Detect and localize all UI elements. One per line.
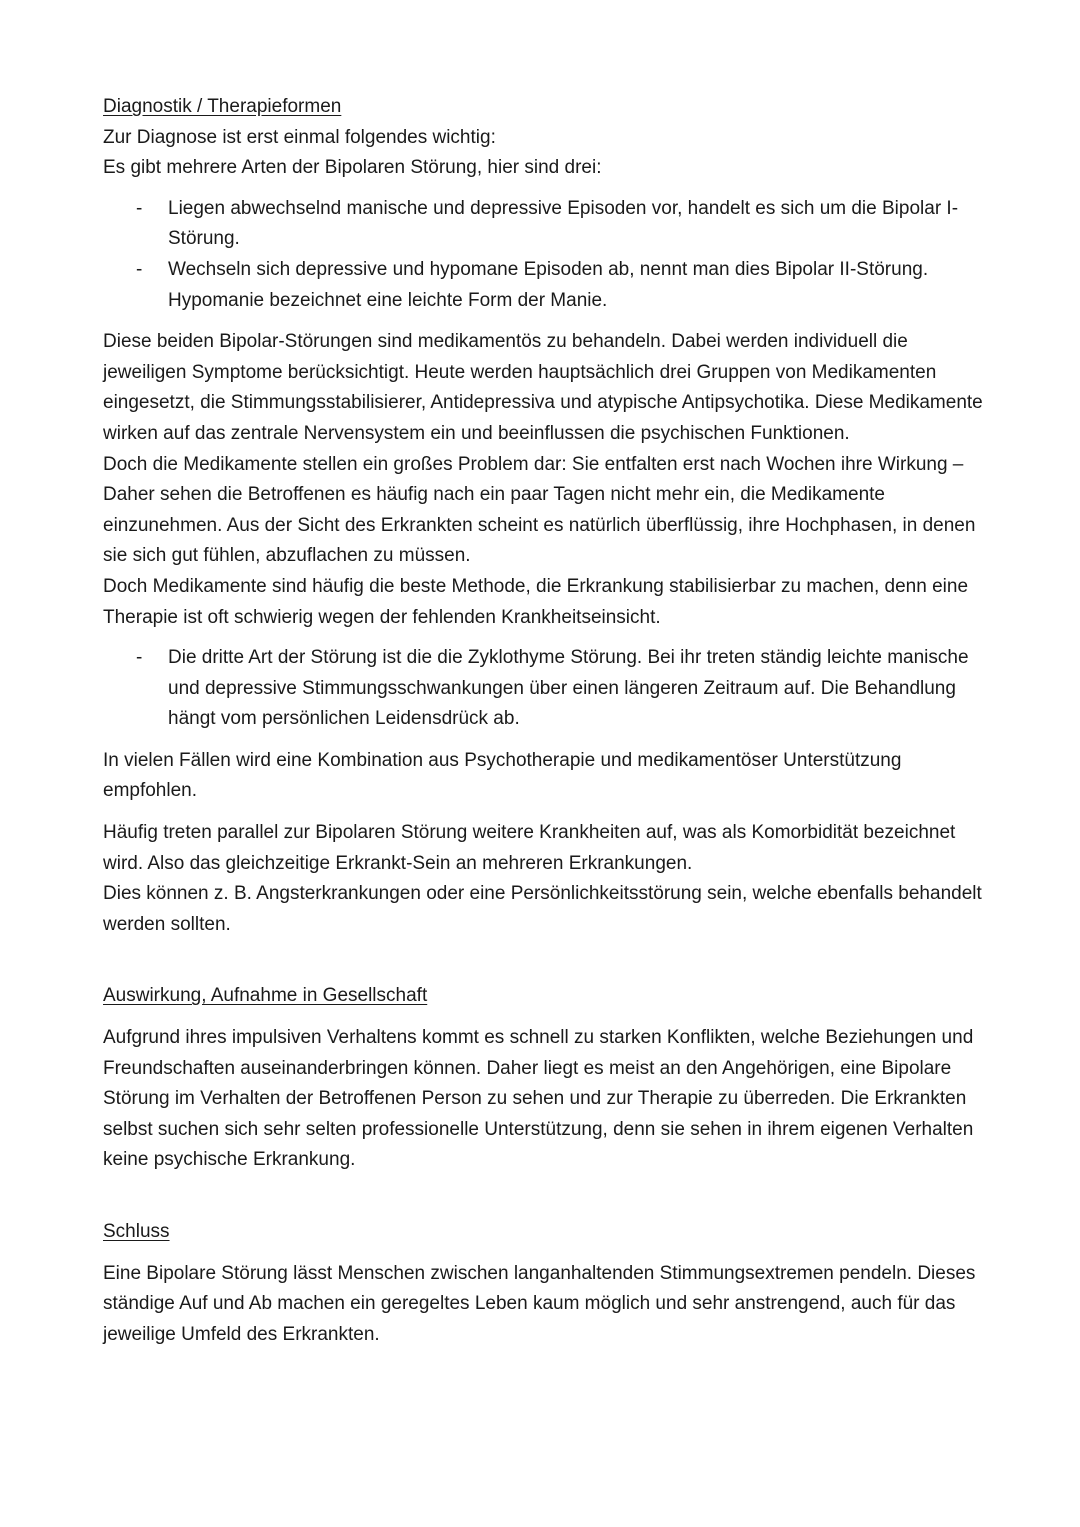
paragraph-medication: Diese beiden Bipolar-Störungen sind medikamentös zu behandeln. Dabei werden individuell die jeweiligen Symptome berücksichtigt. Heute werden hauptsächlich drei Gruppen von Medikamenten eingesetzt, die Stimmungsstabilisierer, Antidepressiva und atypische Antipsychotika. Diese Medikamente wirken auf das zentrale Nervensystem ein und beeinflussen die psychischen Funktionen. [103,331,983,444]
paragraph-problem: Doch die Medikamente stellen ein großes Problem dar: Sie entfalten erst nach Wochen ihre Wirkung – Daher sehen die Betroffenen es häufig nach ein paar Tagen nicht mehr ein, die Medikamente einzunehmen. Aus der Sicht des Erkrankten scheint es natürlich überflüssig, ihre Hochphasen, in denen sie sich gut fühlen, abzuflachen zu müssen. [103,453,976,567]
dash-bullet: - [136,258,143,280]
paragraph-impact: Aufgrund ihres impulsiven Verhaltens kommt es schnell zu starken Konflikten, welche Beziehungen und Freundschaften auseinanderbringen können. Daher liegt es meist an den Angehörigen, eine Bipolare Störung im Verhalten der Betroffenen Person zu sehen und zur Therapie zu überreden. Die Erkrankten selbst suchen sich sehr selten professionelle Unterstützung, denn sie sehen in ihrem eigenen Verhalten keine psychische Erkrankung. [103,1027,974,1171]
paragraph-best-method: Doch Medikamente sind häufig die beste Methode, die Erkrankung stabilisierbar zu machen, denn eine Therapie ist oft schwierig wegen der fehlenden Krankheitseinsicht. [103,575,969,628]
section-heading-schluss: Schluss [103,1221,170,1242]
dash-bullet: - [136,197,143,219]
intro-line-2: Es gibt mehrere Arten der Bipolaren Störung, hier sind drei: [103,157,602,179]
list-item-text: Die dritte Art der Störung ist die die Zyklothyme Störung. Bei ihr treten ständig leichte manische und depressive Stimmungsschwankungen über einen längeren Zeitraum auf. Die Behandlung hängt vom persönlichen Leidensdrück ab. [168,647,969,730]
dash-bullet: - [136,647,143,669]
bullet-list-types [103,194,988,316]
bullet-list-third-type [103,643,988,735]
section-heading-diagnostik: Diagnostik / Therapieformen [103,96,342,117]
intro-line-1: Zur Diagnose ist erst einmal folgendes wichtig: [103,126,496,148]
paragraph-comorbidity: Häufig treten parallel zur Bipolaren Störung weitere Krankheiten auf, was als Komorbidität bezeichnet wird. Also das gleichzeitige Erkrankt-Sein an mehreren Erkrankungen. [103,822,956,874]
paragraph-conclusion: Eine Bipolare Störung lässt Menschen zwischen langanhaltenden Stimmungsextremen pendeln. Dieses ständige Auf und Ab machen ein geregeltes Leben kaum möglich und sehr anstrengend, auch für das jeweilige Umfeld des Erkrankten. [103,1262,976,1345]
list-item [103,255,988,316]
section-heading-auswirkung: Auswirkung, Aufnahme in Gesellschaft [103,985,428,1007]
paragraph-combination: In vielen Fällen wird eine Kombination aus Psychotherapie und medikamentöser Unterstützung empfohlen. [103,749,902,802]
document-page [103,92,988,1350]
list-item-text: Liegen abwechselnd manische und depressive Episoden vor, handelt es sich um die Bipolar I-Störung. [168,197,959,250]
list-item [103,643,988,735]
list-item [103,194,988,255]
list-item-text: Wechseln sich depressive und hypomane Episoden ab, nennt man dies Bipolar II-Störung. Hypomanie bezeichnet eine leichte Form der Manie. [168,258,929,311]
paragraph-examples: Dies können z. B. Angsterkrankungen oder eine Persönlichkeitsstörung sein, welche ebenfalls behandelt werden sollten. [103,883,982,935]
